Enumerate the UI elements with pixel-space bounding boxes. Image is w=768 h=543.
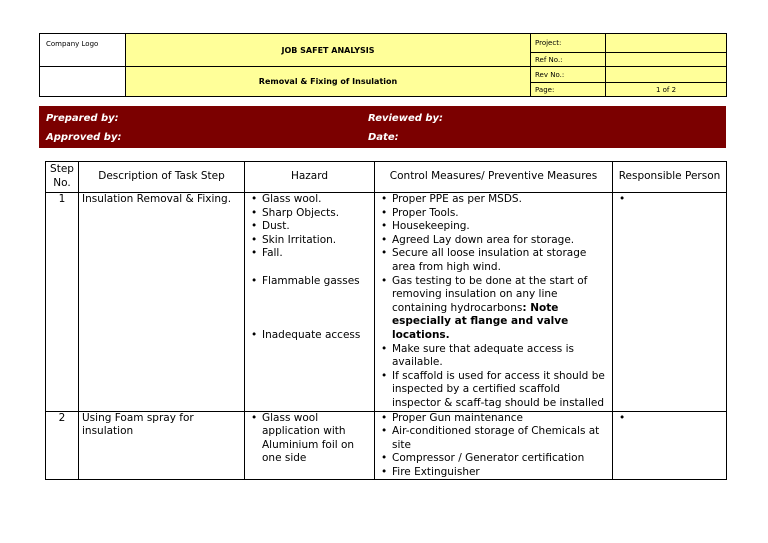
control-item	[378, 275, 609, 343]
table-row	[46, 193, 727, 412]
control-text: Gas testing to be done at the start of removing insulation on any line containing hydrocarbons	[392, 274, 588, 314]
control-item: • Make sure that adequate access is available.	[378, 343, 609, 370]
reviewed-by-label: Reviewed by:	[368, 113, 444, 124]
hazard-item: • Sharp Objects.	[248, 207, 371, 221]
project-value	[606, 34, 727, 53]
col-description: Description of Task Step	[79, 162, 245, 193]
col-controls: Control Measures/ Preventive Measures	[375, 162, 613, 193]
table-row	[46, 411, 727, 480]
hazard-item: • Dust.	[248, 220, 371, 234]
hazard-item: • Skin Irritation.	[248, 234, 371, 248]
responsible-cell	[613, 193, 727, 412]
rev-no-label: Rev No.:	[531, 67, 606, 83]
rev-no-value	[606, 67, 727, 83]
control-item: • Agreed Lay down area for storage.	[378, 234, 609, 248]
hazard-item: • Inadequate access	[248, 329, 371, 343]
control-item: • Proper Gun maintenance	[378, 412, 609, 426]
hazard-item: • Flammable gasses	[248, 275, 371, 289]
responsible-bullet	[616, 412, 723, 426]
step-number: 2	[46, 411, 79, 480]
jsa-table	[45, 161, 727, 480]
document-header	[39, 33, 727, 97]
control-item: • Compressor / Generator certification	[378, 452, 609, 466]
control-item: • Secure all loose insulation at storage area from high wind.	[378, 247, 609, 274]
controls-cell	[375, 193, 613, 412]
controls-cell	[375, 411, 613, 480]
document-subtitle: Removal & Fixing of Insulation	[126, 67, 531, 97]
step-number: 1	[46, 193, 79, 412]
approved-by-label: Approved by:	[46, 132, 122, 143]
control-item: • If scaffold is used for access it should be inspected by a certified scaffold inspector & scaff-tag should be installed	[378, 370, 609, 411]
control-note: : Note especially at flange and valve locations.	[392, 301, 569, 341]
col-hazard: Hazard	[245, 162, 375, 193]
hazard-item: • Glass wool.	[248, 193, 371, 207]
control-item: • Fire Extinguisher	[378, 466, 609, 480]
control-item: • Housekeeping.	[378, 220, 609, 234]
prepared-by-label: Prepared by:	[46, 113, 119, 124]
ref-no-label: Ref No.:	[531, 53, 606, 67]
task-description: Insulation Removal & Fixing.	[79, 193, 245, 412]
task-description: Using Foam spray for insulation	[79, 411, 245, 480]
control-item: • Air-conditioned storage of Chemicals at site	[378, 425, 609, 452]
ref-no-value	[606, 53, 727, 67]
date-label: Date:	[368, 132, 399, 143]
logo-spacer	[40, 67, 126, 97]
page-value: 1 of 2	[606, 83, 727, 97]
project-label: Project:	[531, 34, 606, 53]
company-logo: Company Logo	[40, 34, 126, 67]
col-step: Step No.	[46, 162, 79, 193]
responsible-bullet	[616, 193, 723, 207]
control-item: • Proper Tools.	[378, 207, 609, 221]
hazard-item: • Fall.	[248, 247, 371, 261]
hazard-cell	[245, 411, 375, 480]
col-responsible: Responsible Person	[613, 162, 727, 193]
hazard-item: • Glass wool application with Aluminium foil on one side	[248, 412, 371, 466]
page-label: Page:	[531, 83, 606, 97]
hazard-cell	[245, 193, 375, 412]
responsible-cell	[613, 411, 727, 480]
signoff-band	[39, 106, 726, 148]
control-item: • Proper PPE as per MSDS.	[378, 193, 609, 207]
document-title: JOB SAFET ANALYSIS	[126, 34, 531, 67]
